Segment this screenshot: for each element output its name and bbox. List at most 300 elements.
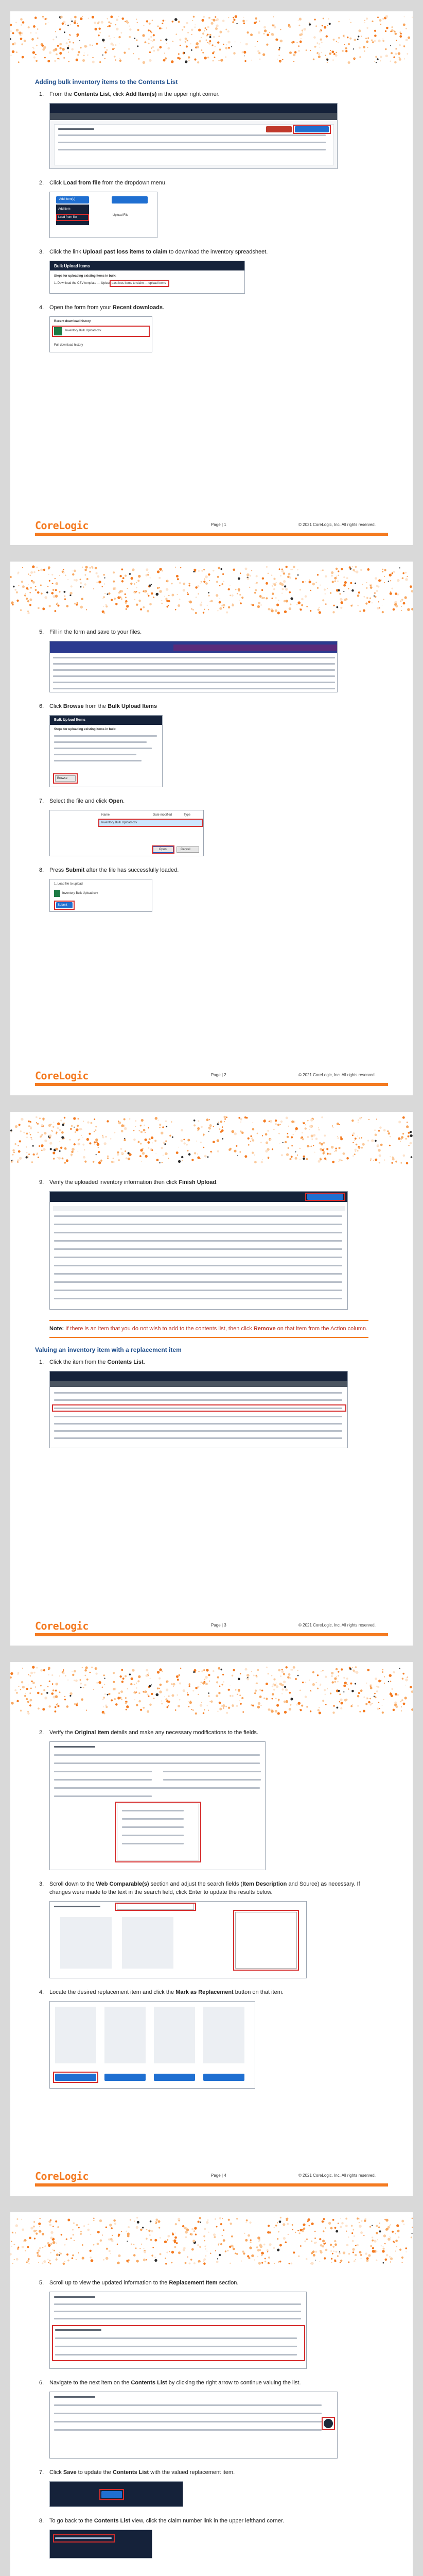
- decorative-dot: [407, 53, 408, 55]
- decorative-dot: [68, 61, 69, 62]
- decorative-dot: [358, 1147, 360, 1149]
- decorative-dot: [165, 598, 167, 600]
- decorative-dot: [254, 1161, 257, 1163]
- decorative-dot: [327, 588, 328, 589]
- decorative-dot: [50, 1124, 51, 1125]
- decorative-dot: [243, 23, 245, 25]
- decorative-dot: [277, 2222, 278, 2223]
- decorative-dot: [174, 18, 178, 21]
- decorative-dot: [220, 2223, 222, 2225]
- decorative-dot: [94, 22, 96, 24]
- decorative-dot: [121, 1669, 123, 1671]
- decorative-dot: [38, 607, 40, 609]
- decorative-dot: [280, 1124, 281, 1125]
- decorative-dot: [39, 2226, 40, 2227]
- decorative-dot: [110, 23, 112, 25]
- decorative-dot: [209, 580, 210, 581]
- decorative-dot: [346, 577, 348, 579]
- decorative-dot: [126, 608, 127, 610]
- decorative-dot: [152, 20, 153, 21]
- decorative-dot: [157, 1120, 158, 1121]
- decorative-dot: [323, 18, 324, 20]
- decorative-dot: [207, 1156, 209, 1158]
- decorative-dot: [218, 1692, 220, 1694]
- decorative-dot: [176, 575, 179, 578]
- decorative-dot: [71, 1151, 74, 1154]
- decorative-dot: [21, 43, 23, 45]
- decorative-dot: [185, 41, 186, 43]
- decorative-dot: [165, 1153, 168, 1156]
- decorative-dot: [359, 2218, 360, 2219]
- decorative-dot: [153, 50, 155, 52]
- decorative-dot: [10, 30, 12, 32]
- decorative-dot: [78, 2227, 80, 2228]
- decorative-dot: [38, 570, 40, 571]
- decorative-dot: [343, 1677, 345, 1679]
- decorative-dot: [200, 583, 201, 584]
- decorative-dot: [172, 2233, 174, 2235]
- decorative-dot: [374, 40, 376, 42]
- decorative-dot: [322, 2240, 325, 2242]
- decorative-dot: [108, 2239, 110, 2241]
- decorative-dot: [295, 1157, 297, 1160]
- decorative-dot: [315, 25, 317, 27]
- decorative-dot: [312, 1683, 315, 1686]
- decorative-dot: [161, 28, 163, 29]
- decorative-dot: [109, 35, 111, 37]
- decorative-dot: [117, 2244, 118, 2245]
- decorative-dot: [311, 2241, 312, 2242]
- decorative-dot: [321, 570, 322, 571]
- step-6: 6. Click Browse from the Bulk Upload Items: [39, 703, 157, 709]
- decorative-dot: [299, 589, 301, 591]
- decorative-dot: [408, 37, 410, 39]
- decorative-dot: [325, 1694, 326, 1695]
- decorative-dot: [240, 1118, 242, 1121]
- decorative-dot: [231, 2235, 233, 2238]
- decorative-dot: [369, 598, 371, 599]
- decorative-dot: [268, 2225, 270, 2227]
- decorative-dot: [268, 1673, 269, 1675]
- decorative-dot: [410, 585, 412, 588]
- decorative-dot: [236, 2253, 238, 2255]
- decorative-dot: [115, 59, 116, 60]
- decorative-dot: [246, 1117, 248, 1119]
- decorative-dot: [319, 1711, 321, 1714]
- decorative-dot: [223, 581, 224, 582]
- decorative-dot: [285, 1688, 288, 1691]
- decorative-dot: [71, 21, 73, 22]
- decorative-dot: [227, 41, 230, 43]
- page-number: Page | 3: [211, 1623, 226, 1628]
- decorative-dot: [62, 1124, 64, 1126]
- decorative-dot: [361, 36, 362, 37]
- decorative-dot: [163, 20, 165, 22]
- decorative-dot: [364, 22, 365, 23]
- decorative-dot: [23, 1132, 25, 1133]
- decorative-dot: [128, 2226, 130, 2228]
- decorative-dot: [163, 1155, 164, 1156]
- decorative-dot: [357, 1150, 359, 1151]
- decorative-dot: [155, 1154, 156, 1155]
- decorative-dot: [94, 1141, 96, 1143]
- decorative-dot: [104, 47, 105, 48]
- decorative-dot: [19, 31, 22, 35]
- decorative-dot: [223, 1116, 226, 1118]
- decorative-dot: [82, 567, 83, 568]
- decorative-dot: [165, 2258, 166, 2259]
- decorative-dot: [252, 604, 254, 606]
- decorative-dot: [37, 1692, 40, 1694]
- decorative-dot: [393, 56, 395, 58]
- decorative-dot: [39, 1145, 40, 1147]
- decorative-dot: [354, 57, 355, 59]
- decorative-dot: [74, 1703, 76, 1705]
- decorative-dot: [379, 1126, 382, 1129]
- decorative-dot: [392, 2231, 394, 2233]
- decorative-dot: [375, 1140, 377, 1142]
- decorative-dot: [30, 32, 31, 33]
- decorative-dot: [406, 1677, 407, 1678]
- decorative-dot: [81, 1698, 83, 1701]
- decorative-dot: [242, 2250, 244, 2252]
- decorative-dot: [233, 52, 236, 55]
- decorative-dot: [153, 39, 155, 41]
- decorative-dot: [293, 41, 295, 43]
- decorative-dot: [26, 1688, 28, 1690]
- decorative-dot: [377, 16, 379, 18]
- decorative-dot: [271, 574, 272, 575]
- decorative-dot: [132, 1669, 134, 1671]
- decorative-dot: [374, 1693, 376, 1694]
- decorative-dot: [301, 33, 303, 36]
- decorative-dot: [20, 1130, 22, 1132]
- decorative-dot: [146, 1669, 148, 1671]
- decorative-dot: [208, 42, 211, 44]
- decorative-dot: [227, 2250, 229, 2251]
- decorative-dot: [125, 574, 127, 577]
- decorative-dot: [47, 2259, 48, 2260]
- decorative-dot: [357, 595, 360, 597]
- decorative-dot: [274, 1684, 276, 1686]
- decorative-dot: [255, 18, 257, 20]
- decorative-dot: [104, 593, 105, 594]
- decorative-dot: [240, 602, 242, 604]
- decorative-dot: [400, 1162, 402, 1164]
- decorative-dot: [11, 601, 13, 604]
- decorative-dot: [72, 573, 74, 575]
- decorative-dot: [370, 1685, 372, 1687]
- decorative-dot: [137, 29, 139, 31]
- decorative-dot: [404, 596, 407, 599]
- decorative-dot: [288, 1126, 289, 1127]
- decorative-dot: [202, 1682, 205, 1685]
- decorative-dot: [279, 2221, 281, 2223]
- decorative-dot: [359, 2225, 362, 2228]
- header-decoration: [10, 1112, 413, 1168]
- decorative-dot: [382, 605, 383, 606]
- decorative-dot: [10, 38, 11, 40]
- decorative-dot: [179, 39, 181, 41]
- decorative-dot: [380, 24, 381, 25]
- decorative-dot: [172, 41, 173, 42]
- decorative-dot: [237, 594, 238, 595]
- decorative-dot: [80, 1687, 82, 1688]
- decorative-dot: [74, 1680, 75, 1681]
- decorative-dot: [405, 1138, 407, 1140]
- decorative-dot: [207, 605, 208, 606]
- decorative-dot: [344, 581, 347, 584]
- decorative-dot: [295, 1678, 297, 1680]
- decorative-dot: [348, 2236, 349, 2238]
- decorative-dot: [348, 61, 350, 64]
- decorative-dot: [340, 607, 342, 609]
- decorative-dot: [289, 1158, 291, 1160]
- decorative-dot: [338, 1138, 339, 1139]
- decorative-dot: [218, 611, 219, 612]
- decorative-dot: [314, 2242, 316, 2244]
- decorative-dot: [317, 1674, 319, 1676]
- decorative-dot: [110, 1138, 112, 1140]
- decorative-dot: [361, 2220, 362, 2222]
- decorative-dot: [74, 1127, 75, 1128]
- decorative-dot: [169, 1135, 171, 1137]
- decorative-dot: [22, 21, 25, 24]
- decorative-dot: [80, 47, 82, 48]
- decorative-dot: [28, 26, 30, 28]
- decorative-dot: [70, 24, 71, 25]
- decorative-dot: [263, 33, 265, 35]
- decorative-dot: [161, 1703, 163, 1705]
- screenshot-browse: Bulk Upload Items Steps for uploading existing items in bulk: Browse: [49, 715, 163, 787]
- decorative-dot: [74, 603, 76, 605]
- decorative-dot: [12, 43, 14, 45]
- decorative-dot: [269, 2231, 271, 2233]
- decorative-dot: [361, 1147, 363, 1149]
- decorative-dot: [327, 25, 328, 26]
- decorative-dot: [339, 1701, 340, 1702]
- decorative-dot: [66, 605, 69, 607]
- decorative-dot: [213, 2233, 216, 2236]
- decorative-dot: [252, 1151, 254, 1154]
- decorative-dot: [258, 1702, 260, 1705]
- decorative-dot: [158, 2227, 160, 2228]
- decorative-dot: [149, 2234, 151, 2236]
- decorative-dot: [367, 1140, 369, 1141]
- decorative-dot: [159, 46, 162, 48]
- decorative-dot: [216, 2226, 218, 2228]
- decorative-dot: [165, 1140, 167, 1142]
- decorative-dot: [18, 61, 20, 63]
- decorative-dot: [338, 1675, 339, 1677]
- decorative-dot: [345, 50, 347, 52]
- decorative-dot: [324, 1689, 326, 1691]
- decorative-dot: [284, 1711, 287, 1714]
- decorative-dot: [219, 2217, 221, 2219]
- decorative-dot: [162, 1126, 164, 1128]
- decorative-dot: [266, 1667, 268, 1668]
- decorative-dot: [399, 58, 401, 61]
- decorative-dot: [195, 24, 196, 25]
- decorative-dot: [96, 43, 98, 45]
- decorative-dot: [254, 1155, 255, 1156]
- document-page-3: [10, 1112, 413, 1646]
- decorative-dot: [188, 1706, 189, 1707]
- decorative-dot: [326, 35, 328, 37]
- decorative-dot: [406, 28, 407, 29]
- decorative-dot: [374, 35, 377, 37]
- decorative-dot: [165, 1121, 167, 1122]
- decorative-dot: [102, 1137, 104, 1139]
- decorative-dot: [40, 569, 43, 571]
- decorative-dot: [214, 2236, 216, 2238]
- decorative-dot: [377, 586, 379, 588]
- page-number: Page | 1: [211, 522, 226, 527]
- decorative-dot: [47, 60, 50, 62]
- decorative-dot: [332, 1711, 334, 1714]
- decorative-dot: [155, 2218, 158, 2221]
- decorative-dot: [317, 1688, 319, 1689]
- screenshot-bulk-upload-items: Bulk Upload Items Steps for uploading existing items in bulk: 1. Download the CSV template — Upload past loss items to claim — upload items: [49, 261, 245, 294]
- decorative-dot: [149, 23, 151, 25]
- decorative-dot: [56, 2243, 57, 2244]
- decorative-dot: [59, 2252, 60, 2253]
- decorative-dot: [210, 1700, 213, 1703]
- decorative-dot: [298, 2256, 299, 2257]
- decorative-dot: [49, 52, 51, 54]
- decorative-dot: [80, 586, 82, 588]
- decorative-dot: [367, 37, 369, 39]
- decorative-dot: [231, 46, 232, 47]
- decorative-dot: [240, 42, 241, 43]
- decorative-dot: [343, 584, 346, 587]
- decorative-dot: [12, 1154, 14, 1156]
- decorative-dot: [219, 1702, 221, 1704]
- decorative-dot: [121, 580, 124, 582]
- decorative-dot: [332, 1681, 334, 1683]
- decorative-dot: [65, 1675, 66, 1676]
- decorative-dot: [375, 1697, 377, 1699]
- decorative-dot: [341, 2222, 344, 2225]
- decorative-dot: [226, 612, 228, 614]
- decorative-dot: [402, 1116, 405, 1119]
- decorative-dot: [247, 31, 249, 33]
- decorative-dot: [203, 581, 205, 583]
- decorative-dot: [141, 1119, 144, 1122]
- decorative-dot: [62, 23, 64, 25]
- decorative-dot: [339, 2251, 340, 2252]
- decorative-dot: [74, 16, 77, 19]
- decorative-dot: [395, 2240, 398, 2242]
- decorative-dot: [181, 1156, 183, 1158]
- decorative-dot: [67, 47, 69, 49]
- decorative-dot: [332, 581, 334, 583]
- decorative-dot: [363, 1710, 365, 1713]
- decorative-dot: [278, 600, 279, 601]
- decorative-dot: [52, 39, 54, 40]
- decorative-dot: [136, 591, 137, 592]
- decorative-dot: [309, 23, 311, 25]
- decorative-dot: [34, 16, 37, 19]
- decorative-dot: [157, 570, 160, 573]
- decorative-dot: [199, 1671, 200, 1672]
- decorative-dot: [377, 2239, 378, 2240]
- decorative-dot: [325, 1676, 327, 1678]
- decorative-dot: [251, 1671, 252, 1672]
- decorative-dot: [217, 2258, 218, 2259]
- decorative-dot: [321, 42, 323, 43]
- decorative-dot: [286, 2219, 288, 2221]
- decorative-dot: [291, 1137, 293, 1139]
- decorative-dot: [81, 598, 83, 600]
- decorative-dot: [346, 2244, 349, 2246]
- decorative-dot: [159, 590, 162, 593]
- decorative-dot: [208, 1127, 209, 1128]
- decorative-dot: [184, 1142, 186, 1144]
- decorative-dot: [390, 580, 391, 581]
- decorative-dot: [173, 1683, 175, 1686]
- decorative-dot: [151, 1684, 152, 1685]
- decorative-dot: [48, 574, 49, 575]
- decorative-dot: [53, 1158, 55, 1160]
- decorative-dot: [39, 2256, 41, 2257]
- decorative-dot: [192, 2240, 195, 2242]
- decorative-dot: [109, 25, 111, 27]
- decorative-dot: [286, 1666, 288, 1668]
- decorative-dot: [36, 1667, 38, 1669]
- decorative-dot: [307, 2221, 309, 2222]
- decorative-dot: [121, 1130, 124, 1132]
- decorative-dot: [151, 32, 152, 33]
- screenshot-mark-replacement: [49, 2001, 255, 2089]
- decorative-dot: [151, 2230, 153, 2232]
- decorative-dot: [301, 38, 302, 39]
- decorative-dot: [357, 605, 359, 606]
- decorative-dot: [297, 2230, 299, 2231]
- decorative-dot: [216, 24, 218, 27]
- decorative-dot: [204, 1155, 207, 1158]
- decorative-dot: [235, 15, 237, 18]
- decorative-dot: [156, 1159, 159, 1161]
- decorative-dot: [30, 1688, 32, 1689]
- decorative-dot: [193, 1124, 196, 1126]
- decorative-dot: [259, 59, 260, 60]
- decorative-dot: [111, 1161, 113, 1163]
- decorative-dot: [208, 1710, 209, 1711]
- decorative-dot: [171, 1121, 172, 1123]
- decorative-dot: [91, 1122, 93, 1124]
- decorative-dot: [233, 1669, 235, 1672]
- decorative-dot: [185, 60, 187, 63]
- decorative-dot: [78, 1139, 79, 1141]
- decorative-dot: [338, 42, 339, 43]
- decorative-dot: [50, 1148, 52, 1150]
- decorative-dot: [111, 599, 113, 601]
- decorative-dot: [187, 1150, 189, 1151]
- decorative-dot: [395, 1693, 397, 1696]
- decorative-dot: [118, 2235, 120, 2237]
- decorative-dot: [357, 1136, 358, 1137]
- decorative-dot: [257, 1669, 259, 1671]
- decorative-dot: [121, 18, 124, 20]
- decorative-dot: [185, 2236, 187, 2239]
- decorative-dot: [43, 1689, 45, 1691]
- decorative-dot: [96, 568, 97, 569]
- decorative-dot: [185, 2262, 187, 2264]
- decorative-dot: [65, 24, 66, 25]
- decorative-dot: [395, 592, 397, 595]
- decorative-dot: [352, 1132, 355, 1134]
